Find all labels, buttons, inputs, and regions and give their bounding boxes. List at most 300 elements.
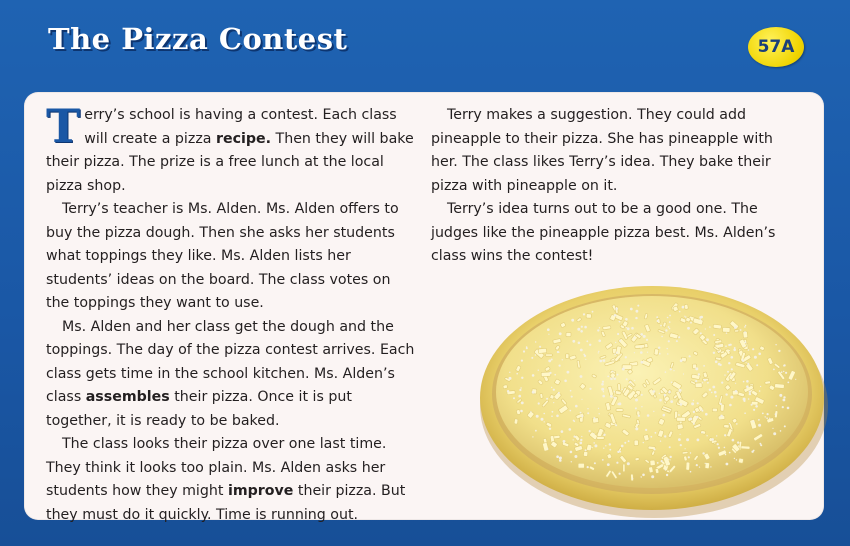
cheese-crumb <box>729 404 732 407</box>
story-column-right <box>431 104 803 269</box>
cheese-crumb <box>673 370 674 371</box>
cheese-crumb <box>700 316 703 319</box>
cheese-crumb <box>521 377 523 379</box>
cheese-crumb <box>709 389 711 391</box>
cheese-crumb <box>706 435 707 436</box>
cheese-crumb <box>603 359 606 362</box>
pineapple-chunk <box>724 424 730 428</box>
cheese-crumb <box>547 448 549 450</box>
cheese-crumb <box>717 443 719 445</box>
paragraph-3-text-b: their pizza. Once it is put together, it is ready to be baked. <box>46 389 352 429</box>
cheese-crumb <box>671 382 673 384</box>
cheese-crumb <box>713 334 715 336</box>
cheese-crumb <box>521 360 523 362</box>
pineapple-chunk <box>715 357 721 361</box>
cheese-crumb <box>616 352 618 354</box>
cheese-crumb <box>714 391 717 394</box>
cheese-crumb <box>594 444 597 447</box>
cheese-crumb <box>748 349 750 351</box>
pineapple-chunk <box>648 467 653 473</box>
cheese-crumb <box>631 327 634 330</box>
cheese-crumb <box>676 340 678 342</box>
cheese-crumb <box>668 459 669 460</box>
cheese-crumb <box>659 399 662 402</box>
cheese-crumb <box>776 405 778 407</box>
cheese-crumb <box>661 336 663 338</box>
cheese-crumb <box>601 383 604 386</box>
cheese-crumb <box>711 392 713 394</box>
cheese-crumb <box>642 474 645 477</box>
cheese-crumb <box>652 390 655 393</box>
cheese-crumb <box>624 442 626 444</box>
cheese-crumb <box>509 377 512 380</box>
cheese-crumb <box>519 389 521 391</box>
cheese-crumb <box>532 391 535 394</box>
paragraph-2 <box>46 198 418 316</box>
pineapple-chunk <box>734 330 739 332</box>
pineapple-chunk <box>631 474 634 481</box>
cheese-crumb <box>737 441 739 443</box>
cheese-crumb <box>609 443 611 445</box>
cheese-crumb <box>718 351 719 352</box>
cheese-crumb <box>656 316 658 318</box>
cheese-crumb <box>635 427 638 430</box>
cheese-crumb <box>641 361 644 364</box>
paragraph-5-text: Terry makes a suggestion. They could add pineapple to their pizza. She has pineapple with her. The class likes Terry’s idea. They bake their pizza with pineapple on it. <box>431 107 773 194</box>
cheese-crumb <box>589 344 591 346</box>
cheese-crumb <box>657 462 659 464</box>
cheese-crumb <box>778 350 780 352</box>
cheese-crumb <box>626 327 627 328</box>
cheese-crumb <box>617 333 619 335</box>
cheese-crumb <box>679 311 681 313</box>
pineapple-chunk <box>615 390 621 395</box>
vocab-assembles: assembles <box>85 389 170 405</box>
cheese-crumb <box>743 381 745 383</box>
cheese-crumb <box>574 455 577 458</box>
cheese-crumb <box>614 378 616 380</box>
cheese-crumb <box>627 462 630 465</box>
cheese-crumb <box>581 436 582 437</box>
cheese-crumb <box>738 445 739 446</box>
cheese-crumb <box>544 421 545 422</box>
cheese-crumb <box>584 326 587 329</box>
cheese-crumb <box>657 320 659 322</box>
cheese-crumb <box>551 359 553 361</box>
cheese-crumb <box>552 411 554 413</box>
cheese-crumb <box>758 353 761 356</box>
pineapple-chunk <box>635 457 639 460</box>
cheese-crumb <box>593 433 594 434</box>
pineapple-chunk <box>565 354 569 359</box>
cheese-crumb <box>621 445 624 448</box>
pineapple-chunk <box>540 393 543 398</box>
cheese-crumb <box>640 333 643 336</box>
cheese-crumb <box>690 452 691 453</box>
cheese-crumb <box>726 332 727 333</box>
cheese-crumb <box>622 368 625 371</box>
cheese-crumb <box>733 349 736 352</box>
cheese-crumb <box>688 456 690 458</box>
cheese-crumb <box>615 424 617 426</box>
cheese-crumb <box>518 395 521 398</box>
cheese-crumb <box>701 409 703 411</box>
cheese-crumb <box>646 339 648 341</box>
cheese-crumb <box>703 365 705 367</box>
cheese-crumb <box>614 397 616 399</box>
cheese-crumb <box>732 439 735 442</box>
cheese-crumb <box>614 391 615 392</box>
cheese-crumb <box>641 406 642 407</box>
cheese-crumb <box>598 351 599 352</box>
cheese-crumb <box>785 372 787 374</box>
cheese-crumb <box>553 389 555 391</box>
cheese-crumb <box>571 461 572 462</box>
cheese-crumb <box>653 448 655 450</box>
cheese-crumb <box>669 321 671 323</box>
cheese-crumb <box>536 415 539 418</box>
cheese-crumb <box>749 391 751 393</box>
cheese-crumb <box>661 460 663 462</box>
cheese-crumb <box>551 387 552 388</box>
pineapple-chunk <box>583 451 588 456</box>
cheese-crumb <box>685 448 686 449</box>
cheese-crumb <box>670 400 673 403</box>
cheese-crumb <box>669 315 671 317</box>
cheese-crumb <box>713 352 715 354</box>
cheese-crumb <box>616 462 618 464</box>
pineapple-chunk <box>503 385 508 389</box>
cheese-crumb <box>617 374 619 376</box>
cheese-crumb <box>589 388 591 390</box>
cheese-crumb <box>705 413 708 416</box>
cheese-crumb <box>787 382 789 384</box>
cheese-crumb <box>614 353 616 355</box>
cheese-crumb <box>650 436 652 438</box>
cheese-crumb <box>643 442 644 443</box>
paragraph-1-text-a: erry’s school is having a contest. Each class will create a pizza <box>84 107 397 147</box>
cheese-crumb <box>603 391 604 392</box>
cheese-crumb <box>630 308 633 311</box>
cheese-crumb <box>715 361 718 364</box>
cheese-crumb <box>759 390 761 392</box>
cheese-crumb <box>559 459 562 462</box>
cheese-crumb <box>699 467 700 468</box>
cheese-crumb <box>707 382 709 384</box>
cheese-crumb <box>598 352 599 353</box>
cheese-crumb <box>664 394 667 397</box>
pineapple-chunk <box>516 409 521 414</box>
cheese-crumb <box>665 469 666 470</box>
cheese-crumb <box>753 421 755 423</box>
paragraph-6 <box>431 198 803 269</box>
cheese-crumb <box>548 360 551 363</box>
cheese-crumb <box>684 316 685 317</box>
cheese-crumb <box>729 350 730 351</box>
cheese-crumb <box>773 432 776 435</box>
pineapple-pizza-image <box>474 268 830 524</box>
cheese-crumb <box>667 348 668 349</box>
cheese-crumb <box>580 439 582 441</box>
cheese-crumb <box>583 313 585 315</box>
cheese-crumb <box>744 345 745 346</box>
cheese-crumb <box>580 330 583 333</box>
cheese-crumb <box>598 408 599 409</box>
cheese-crumb <box>706 338 709 341</box>
cheese-crumb <box>664 435 666 437</box>
cheese-crumb <box>663 414 666 417</box>
pineapple-chunk <box>566 332 571 336</box>
cheese-crumb <box>720 415 723 418</box>
cheese-crumb <box>773 369 775 371</box>
cheese-crumb <box>556 455 559 458</box>
cheese-crumb <box>619 473 621 475</box>
cheese-crumb <box>693 411 695 413</box>
cheese-crumb <box>581 415 583 417</box>
cheese-crumb <box>570 390 572 392</box>
cheese-crumb <box>587 408 588 409</box>
cheese-crumb <box>735 390 738 393</box>
cheese-crumb <box>610 395 613 398</box>
cheese-crumb <box>704 379 706 381</box>
cheese-crumb <box>753 450 755 452</box>
pineapple-chunk <box>677 424 683 430</box>
cheese-crumb <box>619 340 621 342</box>
cheese-crumb <box>636 310 639 313</box>
cheese-crumb <box>734 458 735 459</box>
cheese-crumb <box>549 428 551 430</box>
paragraph-1 <box>46 99 418 198</box>
cheese-crumb <box>637 305 639 307</box>
cheese-crumb <box>744 326 746 328</box>
cheese-crumb <box>638 424 639 425</box>
cheese-crumb <box>784 425 786 427</box>
cheese-crumb <box>762 413 764 415</box>
cheese-crumb <box>516 373 518 375</box>
pineapple-chunk <box>546 354 553 356</box>
paragraph-4 <box>46 433 418 527</box>
cheese-crumb <box>687 327 690 330</box>
cheese-crumb <box>669 328 670 329</box>
cheese-crumb <box>535 341 536 342</box>
cheese-crumb <box>758 419 760 421</box>
paragraph-6-text: Terry’s idea turns out to be a good one. The judges like the pineapple pizza best. Ms. Alden’s class wins the contest! <box>431 201 776 264</box>
cheese-crumb <box>724 374 725 375</box>
cheese-crumb <box>729 423 730 424</box>
cheese-crumb <box>558 392 560 394</box>
cheese-crumb <box>766 417 768 419</box>
cheese-crumb <box>554 374 556 376</box>
pineapple-chunk <box>578 463 584 468</box>
cheese-crumb <box>574 436 576 438</box>
cheese-crumb <box>615 308 618 311</box>
cheese-crumb <box>705 328 706 329</box>
cheese-crumb <box>743 400 745 402</box>
cheese-crumb <box>695 331 696 332</box>
pineapple-chunk <box>765 381 771 385</box>
cheese-crumb <box>587 466 589 468</box>
cheese-crumb <box>593 417 595 419</box>
cheese-crumb <box>711 438 714 441</box>
cheese-crumb <box>760 386 761 387</box>
cheese-crumb <box>705 463 706 464</box>
cheese-crumb <box>539 346 541 348</box>
cheese-crumb <box>775 413 777 415</box>
cheese-crumb <box>667 353 668 354</box>
cheese-crumb <box>775 344 776 345</box>
cheese-crumb <box>697 402 699 404</box>
cheese-crumb <box>678 414 680 416</box>
cheese-crumb <box>720 403 722 405</box>
cheese-crumb <box>585 449 587 451</box>
cheese-crumb <box>509 372 510 373</box>
cheese-crumb <box>695 367 698 370</box>
cheese-crumb <box>783 371 784 372</box>
pineapple-chunk <box>684 456 688 461</box>
cheese-crumb <box>718 447 720 449</box>
cheese-crumb <box>709 326 710 327</box>
pineapple-chunk <box>643 434 649 441</box>
cheese-crumb <box>580 447 581 448</box>
pineapple-chunk <box>712 408 717 412</box>
cheese-crumb <box>580 412 582 414</box>
pineapple-chunk <box>586 314 591 319</box>
cheese-crumb <box>638 415 640 417</box>
cheese-crumb <box>795 379 796 380</box>
cheese-crumb <box>752 348 754 350</box>
cheese-crumb <box>670 456 672 458</box>
cheese-crumb <box>618 402 621 405</box>
pineapple-chunk <box>618 384 621 391</box>
cheese-crumb <box>658 347 659 348</box>
cheese-crumb <box>680 434 681 435</box>
cheese-crumb <box>755 405 758 408</box>
pineapple-chunk <box>655 468 659 473</box>
cheese-crumb <box>619 321 621 323</box>
cheese-crumb <box>745 325 746 326</box>
cheese-crumb <box>783 396 785 398</box>
cheese-crumb <box>580 442 583 445</box>
vocab-improve: improve <box>227 483 294 499</box>
paragraph-2-text: Terry’s teacher is Ms. Alden. Ms. Alden offers to buy the pizza dough. Then she asks her students what toppings they like. Ms. Alden lists her students’ ideas on the board. The class votes on the toppings they want to use. <box>46 201 399 311</box>
cheese-crumb <box>726 463 729 466</box>
pineapple-chunk <box>623 464 625 472</box>
pineapple-chunk <box>514 419 518 425</box>
pineapple-chunk <box>586 444 592 451</box>
cheese-crumb <box>659 393 660 394</box>
cheese-crumb <box>551 415 553 417</box>
cheese-crumb <box>507 390 509 392</box>
cheese-crumb <box>787 407 790 410</box>
cheese-crumb <box>683 373 684 374</box>
cheese-crumb <box>570 451 573 454</box>
cheese-crumb <box>685 317 686 318</box>
pineapple-chunk <box>616 409 623 412</box>
pineapple-chunk <box>538 348 547 353</box>
pineapple-chunk <box>635 344 645 348</box>
cheese-crumb <box>779 394 782 397</box>
cheese-crumb <box>780 430 782 432</box>
cheese-crumb <box>605 445 606 446</box>
cheese-crumb <box>520 387 521 388</box>
pineapple-chunk <box>634 440 638 445</box>
cheese-crumb <box>615 342 616 343</box>
cheese-crumb <box>700 319 702 321</box>
cheese-crumb <box>572 340 575 343</box>
cheese-crumb <box>530 411 531 412</box>
cheese-crumb <box>725 393 727 395</box>
cheese-crumb <box>668 391 671 394</box>
cheese-crumb <box>698 373 700 375</box>
cheese-crumb <box>749 393 751 395</box>
cheese-crumb <box>523 350 525 352</box>
cheese-crumb <box>659 353 661 355</box>
pineapple-chunk <box>597 436 604 439</box>
cheese-crumb <box>725 454 726 455</box>
cheese-crumb <box>667 317 669 319</box>
cheese-crumb <box>680 359 683 362</box>
cheese-crumb <box>751 404 753 406</box>
pineapple-chunk <box>722 327 730 332</box>
cheese-crumb <box>641 476 642 477</box>
cheese-crumb <box>740 329 742 331</box>
cheese-crumb <box>690 471 692 473</box>
cheese-crumb <box>592 311 594 313</box>
cheese-crumb <box>584 355 586 357</box>
cheese-crumb <box>535 430 537 432</box>
cheese-crumb <box>668 340 670 342</box>
cheese-crumb <box>678 438 681 441</box>
paragraph-5 <box>431 104 803 198</box>
cheese-crumb <box>691 402 694 405</box>
cheese-crumb <box>640 351 643 354</box>
cheese-crumb <box>754 356 757 359</box>
cheese-crumb <box>693 423 695 425</box>
cheese-crumb <box>573 439 574 440</box>
cheese-crumb <box>625 318 628 321</box>
cheese-crumb <box>735 383 736 384</box>
cheese-crumb <box>559 457 562 460</box>
cheese-crumb <box>731 368 733 370</box>
paragraph-3-text-a: Ms. Alden and her class get the dough and the toppings. The day of the pizza contest arrives. Each class gets time in the school kitchen. Ms. Alden’s class <box>46 318 415 405</box>
cheese-crumb <box>617 451 619 453</box>
cheese-crumb <box>640 347 641 348</box>
cheese-crumb <box>634 380 635 381</box>
cheese-crumb <box>549 372 551 374</box>
cheese-crumb <box>769 418 770 419</box>
cheese-crumb <box>577 328 580 331</box>
paragraph-1-text-b: Then they will bake their pizza. The prize is a free lunch at the local pizza shop. <box>46 130 414 194</box>
cheese-crumb <box>593 442 595 444</box>
cheese-crumb <box>538 370 539 371</box>
cheese-crumb <box>690 322 692 324</box>
cheese-crumb <box>724 434 726 436</box>
cheese-crumb <box>561 430 564 433</box>
cheese-crumb <box>628 440 630 442</box>
cheese-crumb <box>693 400 694 401</box>
cheese-crumb <box>670 368 672 370</box>
cheese-crumb <box>696 464 698 466</box>
cheese-crumb <box>564 380 567 383</box>
cheese-crumb <box>602 381 604 383</box>
cheese-crumb <box>727 371 729 373</box>
cheese-crumb <box>609 449 611 451</box>
cheese-crumb <box>666 474 668 476</box>
cheese-crumb <box>756 364 758 366</box>
cheese-crumb <box>746 380 749 383</box>
cheese-crumb <box>735 326 737 328</box>
cheese-crumb <box>532 374 535 377</box>
